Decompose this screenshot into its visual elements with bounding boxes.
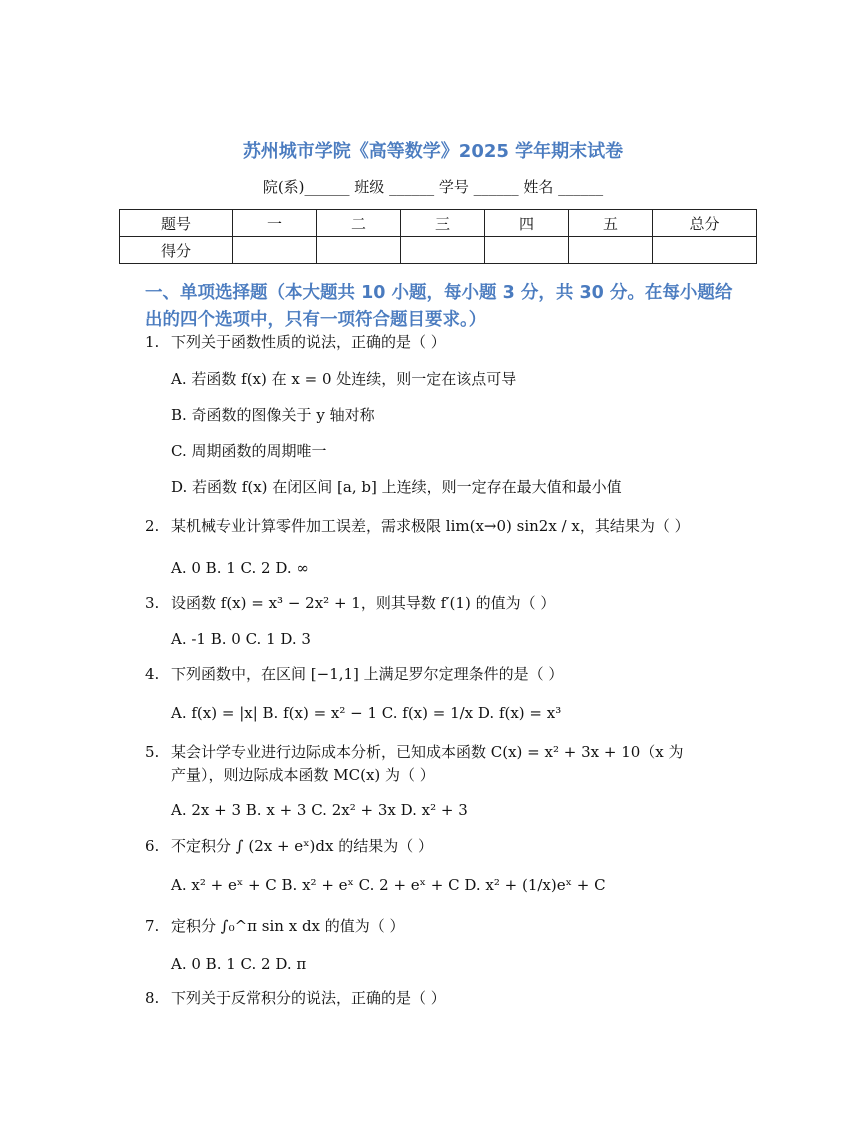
question-number: 1.	[145, 333, 160, 351]
question-stem-continued: 产量），则边际成本函数 MC(x) 为（ ）	[171, 766, 435, 784]
option: A. 若函数 f(x) 在 x = 0 处连续，则一定在该点可导	[171, 370, 517, 388]
question-1	[145, 331, 735, 354]
option: C. 周期函数的周期唯一	[171, 442, 327, 460]
question-stem: 下列关于函数性质的说法，正确的是（ ）	[171, 333, 446, 351]
score-cell	[653, 237, 757, 264]
question-number: 3.	[145, 594, 160, 612]
question-stem: 定积分 ∫₀^π sin x dx 的值为（ ）	[171, 917, 405, 935]
score-header-cell: 一	[233, 210, 317, 237]
question-number: 4.	[145, 665, 160, 683]
option: A. 2x + 3 B. x + 3 C. 2x² + 3x D. x² + 3	[171, 801, 468, 819]
score-header-cell: 四	[485, 210, 569, 237]
score-table-score-row	[120, 237, 757, 264]
score-cell	[485, 237, 569, 264]
question-stem: 某会计学专业进行边际成本分析，已知成本函数 C(x) = x² + 3x + 10（x 为	[171, 743, 684, 761]
score-header-cell: 题号	[120, 210, 233, 237]
score-cell	[569, 237, 653, 264]
page-title: 苏州城市学院《高等数学》2025 学年期末试卷	[242, 141, 624, 162]
option: B. 奇函数的图像关于 y 轴对称	[171, 406, 375, 424]
question-5	[145, 741, 735, 764]
score-cell	[317, 237, 401, 264]
question-stem: 某机械专业计算零件加工误差，需求极限 lim(x→0) sin2x / x，其结果为（ ）	[171, 517, 690, 535]
question-number: 2.	[145, 517, 160, 535]
question-2	[145, 515, 735, 538]
question-7	[145, 915, 735, 938]
question-stem: 下列函数中，在区间 [−1,1] 上满足罗尔定理条件的是（ ）	[171, 665, 564, 683]
question-number: 6.	[145, 837, 160, 855]
section-heading: 一、单项选择题（本大题共 10 小题，每小题 3 分，共 30 分。在每小题给出的四个选项中，只有一项符合题目要求。）	[145, 283, 733, 330]
question-stem: 设函数 f(x) = x³ − 2x² + 1，则其导数 f′(1) 的值为（ ）	[171, 594, 556, 612]
score-table-header-row	[120, 210, 757, 237]
option: A. x² + eˣ + C B. x² + eˣ C. 2 + eˣ + C D. x² + (1/x)eˣ + C	[171, 876, 606, 894]
score-row-label: 得分	[120, 237, 233, 264]
score-table	[119, 209, 757, 264]
question-6	[145, 835, 735, 858]
question-stem: 下列关于反常积分的说法，正确的是（ ）	[171, 989, 446, 1007]
score-header-cell: 五	[569, 210, 653, 237]
score-header-cell: 总分	[653, 210, 757, 237]
score-header-cell: 二	[317, 210, 401, 237]
score-cell	[401, 237, 485, 264]
score-header-cell: 三	[401, 210, 485, 237]
question-4	[145, 663, 735, 686]
option: A. f(x) = |x| B. f(x) = x² − 1 C. f(x) = 1/x D. f(x) = x³	[171, 704, 562, 722]
option: A. -1 B. 0 C. 1 D. 3	[171, 630, 311, 648]
student-info-line: 院(系)______ 班级 ______ 学号 ______ 姓名 ______	[262, 178, 604, 196]
score-cell	[233, 237, 317, 264]
question-stem: 不定积分 ∫ (2x + eˣ)dx 的结果为（ ）	[171, 837, 433, 855]
option: A. 0 B. 1 C. 2 D. π	[171, 955, 307, 973]
option: A. 0 B. 1 C. 2 D. ∞	[171, 559, 309, 577]
question-number: 7.	[145, 917, 160, 935]
question-8	[145, 987, 735, 1010]
option: D. 若函数 f(x) 在闭区间 [a, b] 上连续，则一定存在最大值和最小值	[171, 478, 622, 496]
question-number: 5.	[145, 743, 160, 761]
question-3	[145, 592, 735, 615]
question-number: 8.	[145, 989, 160, 1007]
